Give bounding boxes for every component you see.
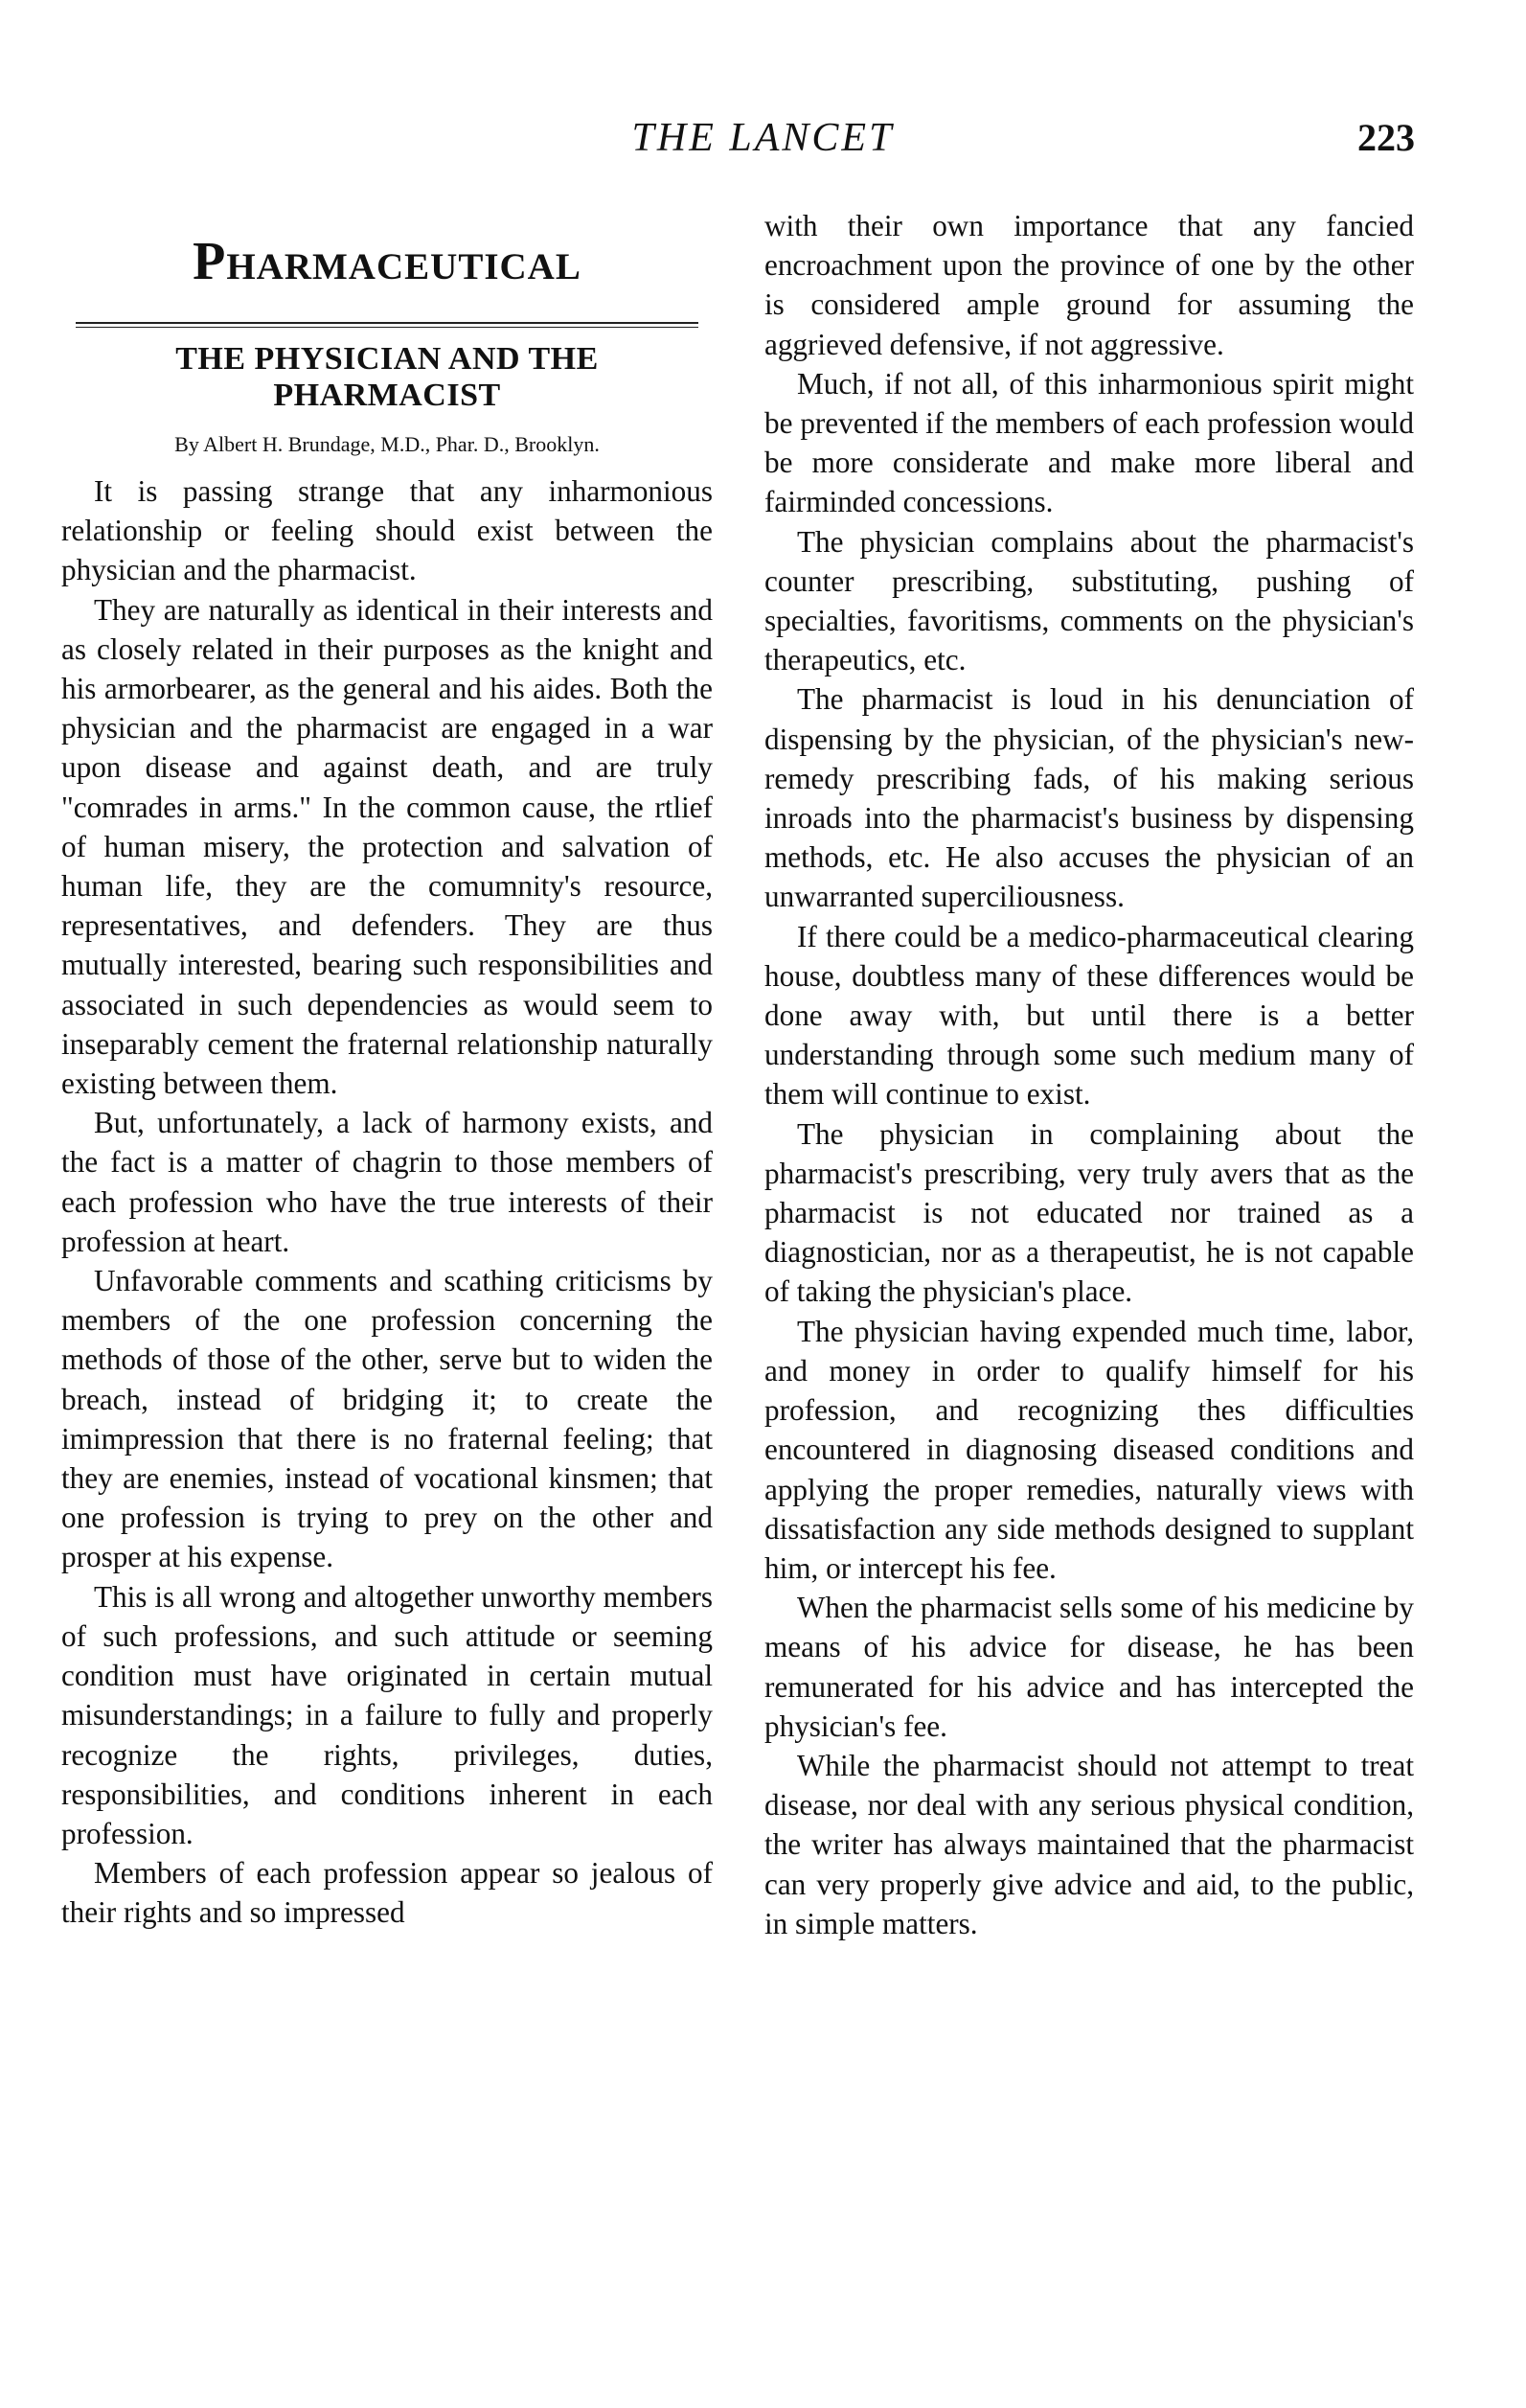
paragraph-continuation: with their own importance that any fancied encroachment upon the province of one by the other is considered ample ground for assuming the aggrieved defensive, if not aggressive.: [764, 209, 1414, 361]
paragraph: The pharmacist is loud in his denunciation of dispensing by the physician, of the physician's new-remedy prescribing fads, of his making serious inroads into the pharmacist's business by dispensing methods, etc. He also accuses the physician of an unwarranted superciliousness.: [764, 682, 1414, 914]
paragraph: If there could be a medico-pharmaceutical clearing house, doubtless many of these differences would be done away with, but until there is a better understanding through some such medium many of them will continue to exist.: [764, 919, 1414, 1112]
paragraph: This is all wrong and altogether unworthy members of such professions, and such attitude or seeming condition must have originated in certain mutual misunderstandings; in a failure to fully and properly recognize the rights, privileges, duties, responsibilities, and conditions inherent in each profession.: [61, 1579, 713, 1850]
journal-title: THE LANCET: [631, 116, 895, 160]
paragraph: While the pharmacist should not attempt to treat disease, nor deal with any serious physical condition, the writer has always maintained that the pharmacist can very properly give advice and aid, to the public, in simple matters.: [764, 1748, 1414, 1940]
running-header: [0, 115, 1526, 172]
paragraph: The physician in complaining about the pharmacist's prescribing, very truly avers that as the pharmacist is not educated nor trained as a diagnostician, nor as a therapeutist, he is not capable of taking the physician's place.: [764, 1116, 1414, 1309]
article-byline: By Albert H. Brundage, M.D., Phar. D., Brooklyn.: [174, 432, 600, 456]
right-column: [764, 206, 1414, 1943]
page-number: 223: [1357, 116, 1415, 159]
paragraph: But, unfortunately, a lack of harmony exists, and the fact is a matter of chagrin to those members of each profession who have the true interests of their profession at heart.: [61, 1106, 713, 1258]
paragraph: When the pharmacist sells some of his medicine by means of his advice for disease, he has been remunerated for his advice and has intercepted the physician's fee.: [764, 1591, 1414, 1743]
paragraph: The physician having expended much time, labor, and money in order to qualify himself for his profession, and recognizing thes difficulties encountered in diagnosing diseased conditions and applying the proper remedies, naturally views with dissatisfaction any side methods designed to supplant him, or intercept his fee.: [764, 1314, 1414, 1585]
paragraph: Members of each profession appear so jealous of their rights and so impressed: [61, 1856, 713, 1930]
paragraph: They are naturally as identical in their interests and as closely related in their purposes as the knight and his armorbearer, as the general and his aides. Both the physician and the pharmacist are engaged in a war upon disease and against death, and are truly "comrades in arms." In the common cause, the rtlief of human misery, the protection and salvation of human life, they are the comumnity's resource, representatives, and defenders. They are thus mutually interested, bearing such responsibilities and associated in such dependencies as would seem to inseparably cement the fraternal relationship naturally existing between them.: [61, 592, 713, 1101]
article-title: THE PHYSICIAN AND THE PHARMACIST: [175, 341, 599, 413]
left-column: [61, 206, 713, 1933]
section-rule: [76, 322, 698, 328]
paragraph: The physician complains about the pharmacist's counter prescribing, substituting, pushing of specialties, favoritisms, comments on the physician's therapeutics, etc.: [764, 524, 1414, 677]
paragraph: It is passing strange that any inharmonious relationship or feeling should exist between the physician and the pharmacist.: [61, 474, 713, 587]
paragraph: Much, if not all, of this inharmonious spirit might be prevented if the members of each profession would be more considerate and make more liberal and fairminded concessions.: [764, 366, 1414, 519]
section-title: Pharmaceutical: [193, 232, 581, 291]
paragraph: Unfavorable comments and scathing criticisms by members of the one profession concerning the methods of those of the other, serve but to widen the breach, instead of bridging it; to create the imimpression that there is no fraternal feeling; that they are enemies, instead of vocational kinsmen; that one profession is trying to prey on the other and prosper at his expense.: [61, 1264, 713, 1574]
